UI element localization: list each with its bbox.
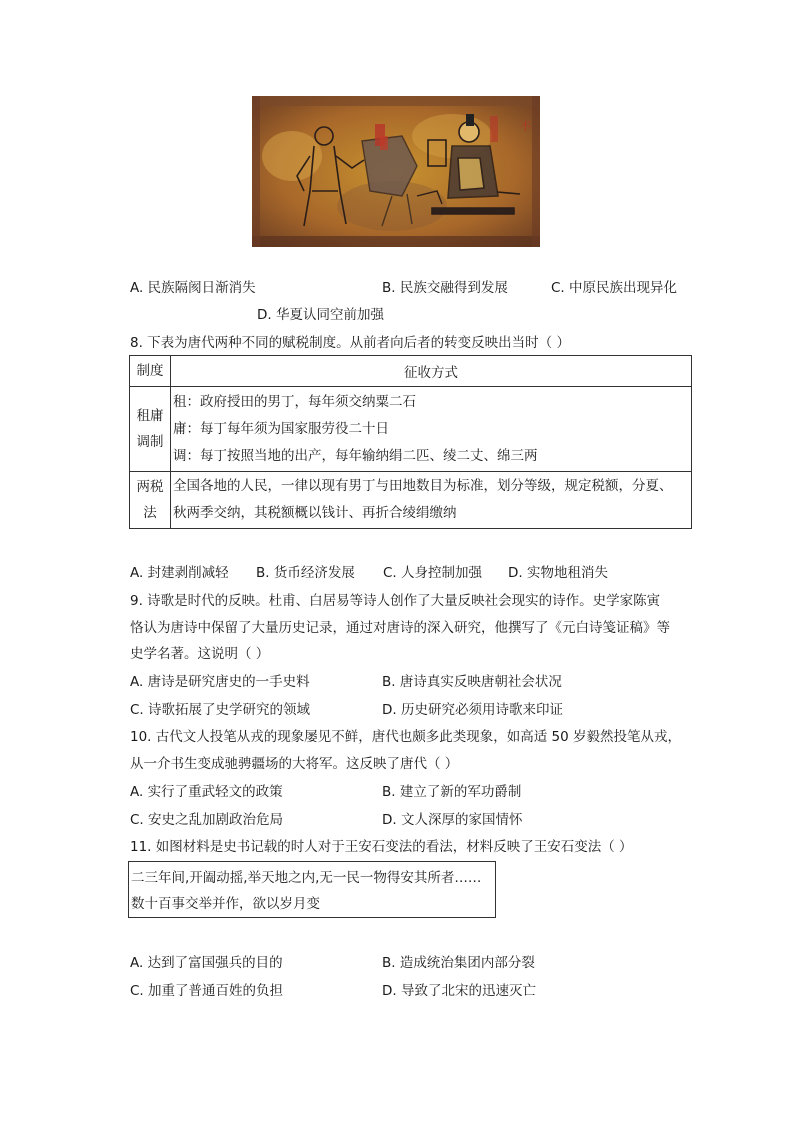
q10-option-d: D. 文人深厚的家国情怀 xyxy=(382,812,523,828)
q10-option-a: A. 实行了重武轻文的政策 xyxy=(130,784,283,800)
q11-option-c: C. 加重了普通百姓的负担 xyxy=(130,983,284,999)
q11-quote-line2: 数十百事交举并作，欲以岁月变 xyxy=(131,896,320,912)
q8-option-b: B. 货币经济发展 xyxy=(256,565,355,581)
q8-option-c: C. 人身控制加强 xyxy=(383,565,483,581)
svg-text:不: 不 xyxy=(520,120,531,133)
row-zuyongdiao-method: 租：政府授田的男丁，每年须交纳粟二石 庸：每丁每年须为国家服劳役二十日 调：每丁按照当地的出产，每年输纳绢二匹、绫二丈、绵三两 xyxy=(171,387,692,472)
row-liangshui-method: 全国各地的人民，一律以现有男丁与田地数目为标准，划分等级，规定税额，分夏、 秋两季交纳，其税额概以钱计、再折合绫绢缴纳 xyxy=(171,472,692,529)
q11-option-d: D. 导致了北宋的迅速灭亡 xyxy=(382,983,536,999)
table-row xyxy=(130,387,692,472)
q9-option-a: A. 唐诗是研究唐史的一手史料 xyxy=(130,674,310,690)
q11-option-a: A. 达到了富国强兵的目的 xyxy=(130,955,283,971)
q9-stem-line3: 史学名著。这说明（ ） xyxy=(130,646,270,662)
q9-option-b: B. 唐诗真实反映唐朝社会状况 xyxy=(382,674,562,690)
q7-option-a: A. 民族隔阂日渐消失 xyxy=(130,280,256,296)
q9-stem-line1: 9. 诗歌是时代的反映。杜甫、白居易等诗人创作了大量反映社会现实的诗作。史学家陈寅 xyxy=(130,593,661,609)
q7-option-d: D. 华夏认同空前加强 xyxy=(257,307,384,323)
q11-quote-line1: 二三年间,开阖动摇,举天地之内,无一民一物得安其所者…… xyxy=(131,870,482,886)
row-zuyongdiao-name: 租庸 调制 xyxy=(130,387,171,472)
table-header-method: 征收方式 xyxy=(171,356,692,387)
row-liangshui-name: 两税 法 xyxy=(130,472,171,529)
q8-stem: 8. 下表为唐代两种不同的赋税制度。从前者向后者的转变反映出当时（ ） xyxy=(130,335,570,351)
q10-stem-line1: 10. 古代文人投笔从戎的现象屡见不鲜，唐代也颇多此类现象，如高适 50 岁毅然投笔从戎， xyxy=(130,729,682,745)
tax-system-table xyxy=(129,355,692,529)
q11-stem: 11. 如图材料是史书记载的时人对于王安石变法的看法，材料反映了王安石变法（ ） xyxy=(130,839,633,855)
q11-option-b: B. 造成统治集团内部分裂 xyxy=(382,955,535,971)
q7-option-c: C. 中原民族出现异化 xyxy=(551,280,678,296)
q9-stem-line2: 恪认为唐诗中保留了大量历史记录，通过对唐诗的深入研究，他撰写了《元白诗笺证稿》等 xyxy=(130,620,670,636)
q7-option-b: B. 民族交融得到发展 xyxy=(382,280,508,296)
q11-quote-box xyxy=(128,861,496,918)
q9-option-c: C. 诗歌拓展了史学研究的领域 xyxy=(130,702,311,718)
q10-stem-line2: 从一介书生变成驰骋疆场的大将军。这反映了唐代（ ） xyxy=(130,756,459,772)
table-header-system: 制度 xyxy=(130,356,171,387)
q9-option-d: D. 历史研究必须用诗歌来印证 xyxy=(382,702,563,718)
q8-option-a: A. 封建剥削减轻 xyxy=(130,565,229,581)
table-row xyxy=(130,472,692,529)
q10-option-c: C. 安史之乱加剧政治危局 xyxy=(130,812,284,828)
q8-option-d: D. 实物地租消失 xyxy=(508,565,608,581)
q10-option-b: B. 建立了新的军功爵制 xyxy=(382,784,522,800)
tomb-mural-image xyxy=(252,96,540,247)
